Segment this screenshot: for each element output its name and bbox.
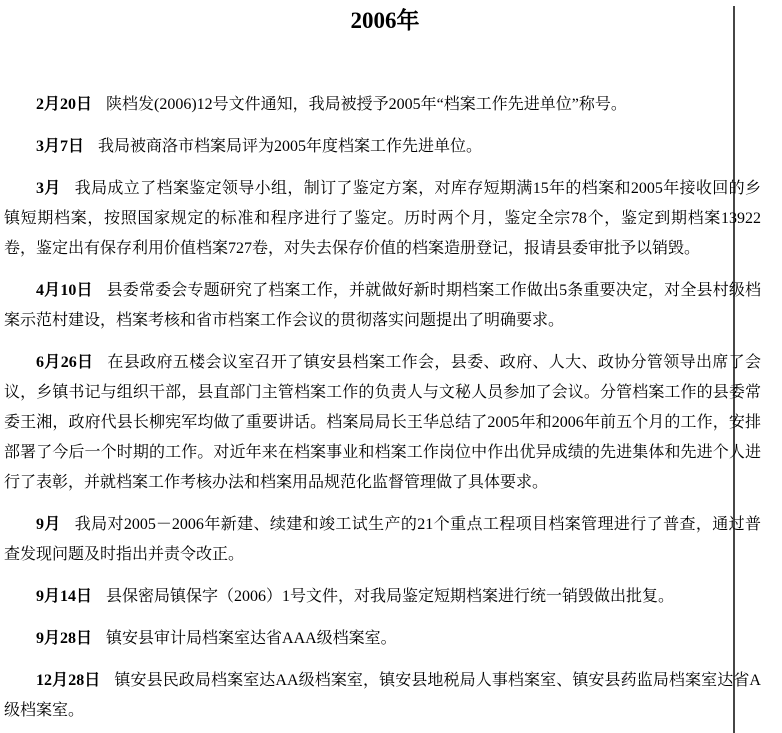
entry-text: 我局被商洛市档案局评为2005年度档案工作先进单位。 [98,138,483,155]
entry-text: 县委常委会专题研究了档案工作，并就做好新时期档案工作做出5条重要决定，对全县村级档案示范村建设，档案考核和省市档案工作会议的贯彻落实问题提出了明确要求。 [4,282,761,329]
entry-text: 镇安县审计局档案室达省AAA级档案室。 [106,630,397,647]
entry-text: 陕档发(2006)12号文件通知，我局被授予2005年“档案工作先进单位”称号。 [106,96,627,113]
entry-date: 4月10日 [36,282,93,299]
entry-date: 9月 [36,516,61,533]
document-page [0,6,782,726]
entry-paragraph [4,90,761,120]
entry-paragraph [4,132,761,162]
entry-date: 12月28日 [36,672,101,689]
entry-paragraph [4,582,761,612]
entry-date: 2月20日 [36,96,93,113]
entry-text: 县保密局镇保字（2006）1号文件，对我局鉴定短期档案进行统一销毁做出批复。 [106,588,675,605]
entry-date: 9月28日 [36,630,93,647]
entry-text: 镇安县民政局档案室达AA级档案室，镇安县地税局人事档案室、镇安县药监局档案室达省A级档案室。 [4,672,761,719]
entry-paragraph [4,510,761,570]
entry-text: 我局成立了档案鉴定领导小组，制订了鉴定方案，对库存短期满15年的档案和2005年接收回的乡镇短期档案，按照国家规定的标准和程序进行了鉴定。历时两个月，鉴定全宗78个，鉴定到期档案13922卷，鉴定出有保存利用价值档案727卷，对失去保存价值的档案造册登记，报请县委审批予以销毁。 [4,180,761,257]
entry-date: 9月14日 [36,588,93,605]
entry-date: 3月 [36,180,61,197]
page-title: 2006年 [350,8,420,33]
entry-date: 3月7日 [36,138,85,155]
entry-paragraph [4,348,761,498]
entry-paragraph [4,624,761,654]
entry-date: 6月26日 [36,354,94,371]
entry-paragraph [4,276,761,336]
entry-text: 我局对2005－2006年新建、续建和竣工试生产的21个重点工程项目档案管理进行了普查，通过普查发现问题及时指出并责令改正。 [4,516,761,563]
entry-text: 在县政府五楼会议室召开了镇安县档案工作会，县委、政府、人大、政协分管领导出席了会议，乡镇书记与组织干部，县直部门主管档案工作的负责人与文秘人员参加了会议。分管档案工作的县委常委王湘，政府代县长柳宪军均做了重要讲话。档案局局长王华总结了2005年和2006年前五个月的工作，安排部署了今后一个时期的工作。对近年来在档案事业和档案工作岗位中作出优异成绩的先进集体和先进个人进行了表彰，并就档案工作考核办法和档案用品规范化监督管理做了具体要求。 [4,354,761,491]
entry-paragraph [4,666,761,726]
chronicle-entries [0,90,782,726]
entry-paragraph [4,174,761,264]
